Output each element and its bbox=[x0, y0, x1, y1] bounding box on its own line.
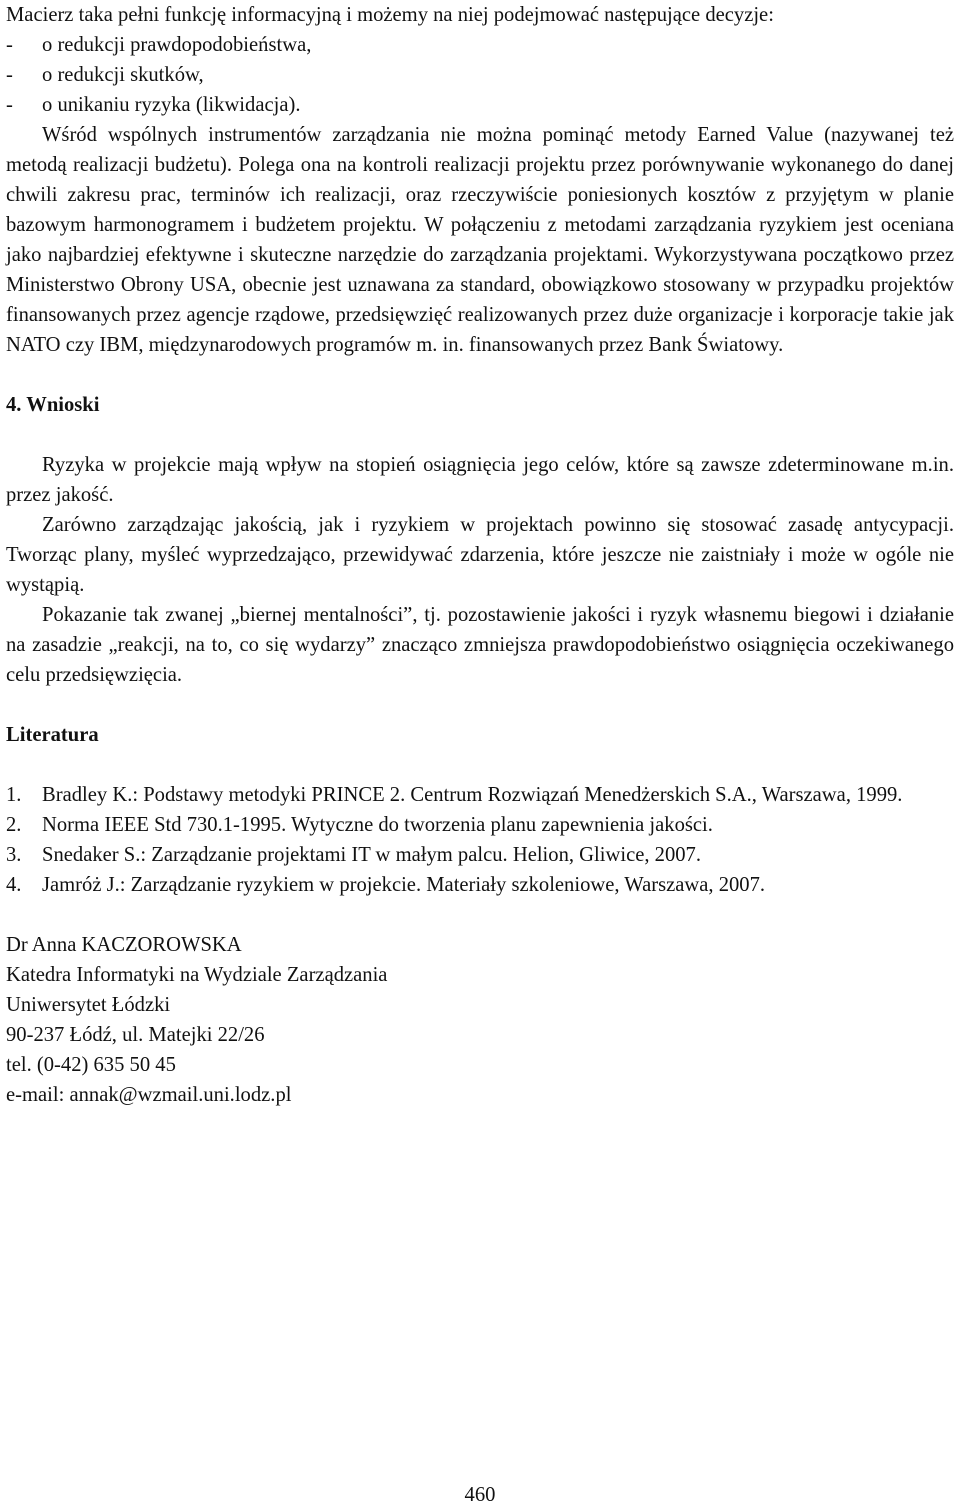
bibliography-text: Bradley K.: Podstawy metodyki PRINCE 2. Centrum Rozwiązań Menedżerskich S.A., Warszawa, 1999. bbox=[42, 784, 903, 806]
document-page bbox=[6, 0, 954, 1110]
list-item-text: o unikaniu ryzyka (likwidacja). bbox=[42, 94, 301, 116]
author-block bbox=[6, 930, 954, 1110]
author-address: 90-237 Łódź, ul. Matejki 22/26 bbox=[6, 1024, 265, 1046]
bibliography-item bbox=[6, 810, 954, 840]
author-department: Katedra Informatyki na Wydziale Zarządzania bbox=[6, 964, 388, 986]
bibliography-text: Jamróż J.: Zarządzanie ryzykiem w projekcie. Materiały szkoleniowe, Warszawa, 2007. bbox=[42, 874, 766, 896]
bibliography-item bbox=[6, 780, 954, 810]
bibliography-number: 3. bbox=[6, 844, 22, 866]
list-item bbox=[6, 30, 954, 60]
bibliography-text: Snedaker S.: Zarządzanie projektami IT w małym palcu. Helion, Gliwice, 2007. bbox=[42, 844, 701, 866]
page-number: 460 bbox=[464, 1484, 496, 1506]
section-heading-literatura: Literatura bbox=[6, 724, 99, 746]
bibliography-number: 2. bbox=[6, 814, 22, 836]
conclusion-paragraph: Pokazanie tak zwanej „biernej mentalności”, tj. pozostawienie jakości i ryzyk własnemu biegowi i działanie na zasadzie „reakcji, na to, co się wydarzy” znacząco zmniejsza prawdopodobieństwo osiągnięcia oczekiwanego celu przedsięwzięcia. bbox=[6, 604, 954, 686]
earned-value-paragraph: Wśród wspólnych instrumentów zarządzania nie można pominąć metody Earned Value (nazywanej też metodą realizacji budżetu). Polega ona na kontroli realizacji projektu przez porównywanie wykonanego do danej chwili zakresu prac, terminów ich realizacji, oraz rzeczywiście poniesionych kosztów z przyjętym w planie bazowym harmonogramem i budżetem projektu. W połączeniu z metodami zarządzania ryzykiem jest oceniana jako najbardziej efektywne i skuteczne narzędzie do zarządzania projektami. Wykorzystywana początkowo przez Ministerstwo Obrony USA, obecnie jest uznawana za standard, obowiązkowo stosowany w przypadku projektów finansowanych przez agencje rządowe, przedsięwzięć realizowanych przez duże organizacje i korporacje takie jak NATO czy IBM, międzynarodowych programów m. in. finansowanych przez Bank Światowy. bbox=[6, 124, 954, 356]
bibliography-item bbox=[6, 840, 954, 870]
author-university: Uniwersytet Łódzki bbox=[6, 994, 171, 1016]
decision-list bbox=[6, 30, 954, 120]
section-heading-wnioski: 4. Wnioski bbox=[6, 394, 100, 416]
bibliography-list bbox=[6, 780, 954, 900]
conclusion-paragraph: Zarówno zarządzając jakością, jak i ryzykiem w projektach powinno się stosować zasadę antycypacji. Tworząc plany, myśleć wyprzedzająco, przewidywać zdarzenia, które jeszcze nie zaistniały i może w ogóle nie wystąpią. bbox=[6, 514, 954, 596]
bibliography-item bbox=[6, 870, 954, 900]
bibliography-number: 1. bbox=[6, 784, 22, 806]
list-item-text: o redukcji skutków, bbox=[42, 64, 204, 86]
bullet-dash: - bbox=[6, 34, 13, 56]
author-phone: tel. (0-42) 635 50 45 bbox=[6, 1054, 176, 1076]
author-email: e-mail: annak@wzmail.uni.lodz.pl bbox=[6, 1084, 292, 1106]
bibliography-number: 4. bbox=[6, 874, 22, 896]
list-item bbox=[6, 60, 954, 90]
bullet-dash: - bbox=[6, 64, 13, 86]
conclusion-paragraph: Ryzyka w projekcie mają wpływ na stopień osiągnięcia jego celów, które są zawsze zdeterminowane m.in. przez jakość. bbox=[6, 454, 954, 506]
bullet-dash: - bbox=[6, 94, 13, 116]
list-item-text: o redukcji prawdopodobieństwa, bbox=[42, 34, 312, 56]
bibliography-text: Norma IEEE Std 730.1-1995. Wytyczne do tworzenia planu zapewnienia jakości. bbox=[42, 814, 713, 836]
list-item bbox=[6, 90, 954, 120]
author-name: Dr Anna KACZOROWSKA bbox=[6, 934, 242, 956]
intro-sentence: Macierz taka pełni funkcję informacyjną i możemy na niej podejmować następujące decyzje: bbox=[6, 4, 774, 26]
